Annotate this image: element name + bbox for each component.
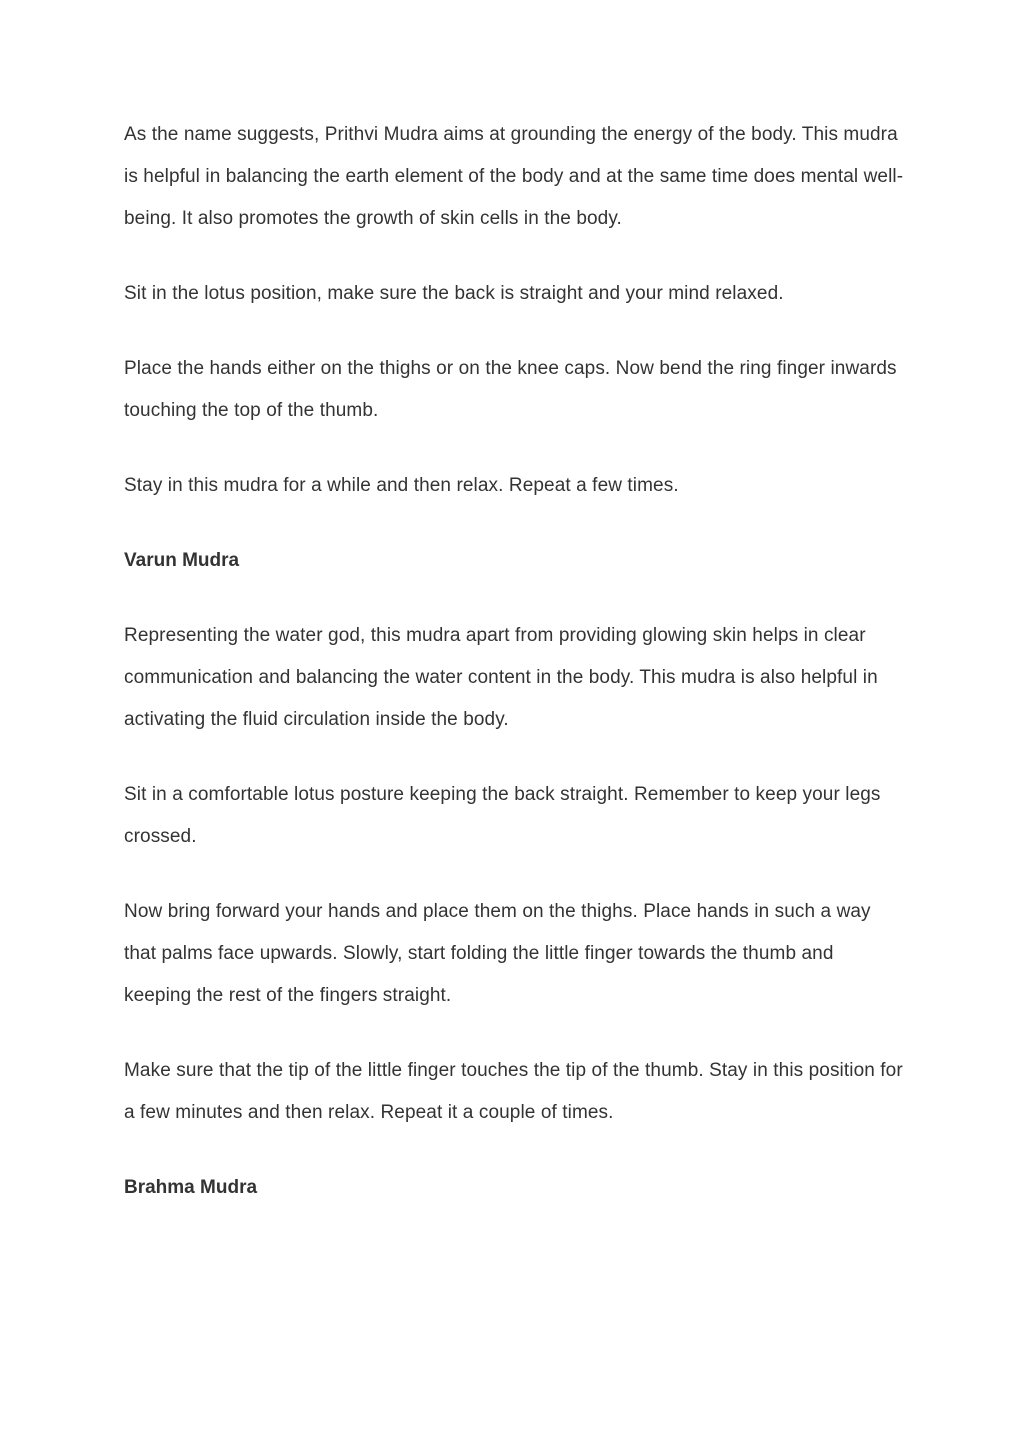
heading-varun-mudra: Varun Mudra	[124, 550, 240, 571]
paragraph-varun-step-3: Make sure that the tip of the little finger touches the tip of the thumb. Stay in this position for a few minutes and then relax. Repeat it a couple of times.	[124, 1060, 903, 1123]
heading-brahma-mudra: Brahma Mudra	[124, 1177, 258, 1198]
document-body	[124, 114, 904, 1242]
paragraph-varun-intro: Representing the water god, this mudra apart from providing glowing skin helps in clear communication and balancing the water content in the body. This mudra is also helpful in activating the fluid circulation inside the body.	[124, 625, 878, 730]
paragraph-prithvi-intro: As the name suggests, Prithvi Mudra aims at grounding the energy of the body. This mudra is helpful in balancing the earth element of the body and at the same time does mental well-being. It also promotes the growth of skin cells in the body.	[124, 124, 904, 229]
paragraph-varun-step-2: Now bring forward your hands and place them on the thighs. Place hands in such a way that palms face upwards. Slowly, start folding the little finger towards the thumb and keeping the rest of the fingers straight.	[124, 901, 871, 1006]
paragraph-varun-step-1: Sit in a comfortable lotus posture keeping the back straight. Remember to keep your legs crossed.	[124, 784, 881, 847]
paragraph-prithvi-step-2: Place the hands either on the thighs or on the knee caps. Now bend the ring finger inwards touching the top of the thumb.	[124, 358, 897, 421]
paragraph-prithvi-step-3: Stay in this mudra for a while and then relax. Repeat a few times.	[124, 475, 679, 496]
paragraph-prithvi-step-1: Sit in the lotus position, make sure the back is straight and your mind relaxed.	[124, 283, 784, 304]
